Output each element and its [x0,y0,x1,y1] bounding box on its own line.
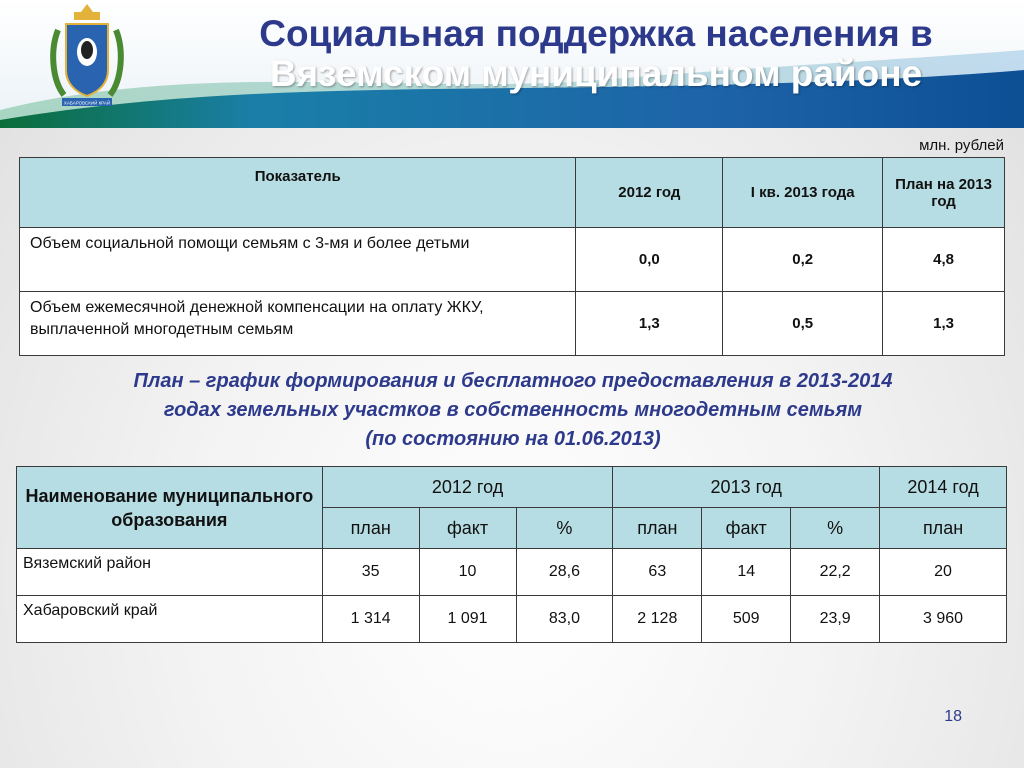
table-row [17,549,1007,596]
sub-plan: план [880,508,1007,549]
sub-percent: % [516,508,613,549]
land-plan-table [16,466,1007,643]
cell: 10 [419,549,516,596]
subtitle-line-3: (по состоянию на 01.06.2013) [365,428,661,450]
section-subtitle [18,367,1008,454]
cell: 1 314 [322,596,419,643]
cell: 2 128 [613,596,702,643]
header-indicator: Показатель [20,158,576,228]
page-number: 18 [944,708,962,725]
header-year-2012: 2012 год [322,467,613,508]
cell: 35 [322,549,419,596]
subtitle-line-2: годах земельных участков в собственность многодетным семьям [163,399,863,421]
unit-label: млн. рублей [919,137,1004,154]
cell: 83,0 [516,596,613,643]
table-row [20,292,1005,356]
table-row [17,596,1007,643]
title-line-1: Социальная поддержка населения в [259,13,933,54]
header-plan-2013: План на 2013 год [883,158,1005,228]
header-q1-2013: I кв. 2013 года [723,158,883,228]
cell: 28,6 [516,549,613,596]
sub-percent: % [791,508,880,549]
emblem-caption: ХАБАРОВСКИЙ КРАЙ [63,100,111,106]
cell: 1 091 [419,596,516,643]
cell: 14 [702,549,791,596]
value-2012: 0,0 [576,228,723,292]
page-title [196,14,996,94]
row-name: Объем социальной помощи семьям с 3-мя и более детьми [20,228,576,292]
value-q1: 0,2 [723,228,883,292]
sub-plan: план [322,508,419,549]
table-header-row [17,467,1007,508]
value-plan: 1,3 [883,292,1005,356]
cell: 23,9 [791,596,880,643]
value-2012: 1,3 [576,292,723,356]
cell: 20 [880,549,1007,596]
emblem-icon [44,0,130,118]
row-name: Объем ежемесячной денежной компенсации на оплату ЖКУ, выплаченной многодетным семьям [20,292,576,356]
cell: 509 [702,596,791,643]
header-year-2013: 2013 год [613,467,880,508]
cell: 3 960 [880,596,1007,643]
sub-fact: факт [419,508,516,549]
header-2012: 2012 год [576,158,723,228]
sub-fact: факт [702,508,791,549]
value-q1: 0,5 [723,292,883,356]
header-year-2014: 2014 год [880,467,1007,508]
header-municipality: Наименование муниципального образования [17,467,323,549]
subtitle-line-1: План – график формирования и бесплатного предоставления в 2013-2014 [133,370,893,392]
table-row [20,228,1005,292]
title-line-2: Вяземском муниципальном районе [269,53,923,94]
table-header-row [20,158,1005,228]
row-name: Вяземский район [17,549,323,596]
header-banner [0,0,1024,128]
sub-plan: план [613,508,702,549]
support-table [19,157,1005,356]
cell: 22,2 [791,549,880,596]
cell: 63 [613,549,702,596]
row-name: Хабаровский край [17,596,323,643]
value-plan: 4,8 [883,228,1005,292]
